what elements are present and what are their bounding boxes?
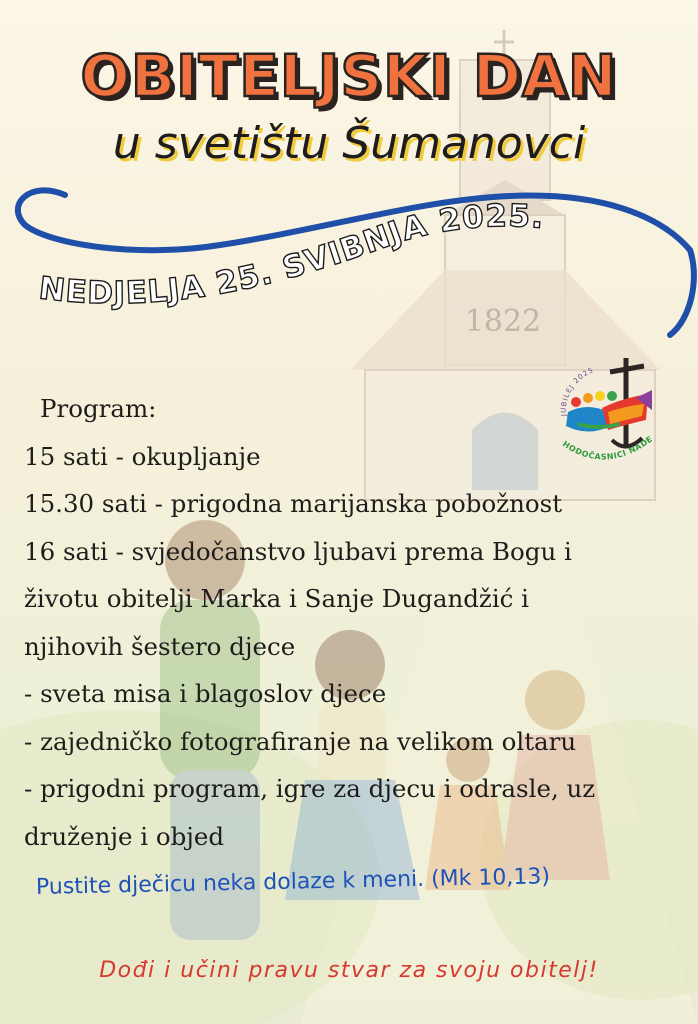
program-line: - zajedničko fotografiranje na velikom oltaru [24, 726, 577, 756]
program-line: 15.30 sati - prigodna marijanska pobožnost [24, 489, 563, 518]
program-line: 15 sati - okupljanje [24, 441, 261, 471]
program-line: - prigodni program, igre za djecu i odrasle, uz [24, 774, 596, 803]
program-section [24, 385, 684, 860]
event-title: OBITELJSKI DAN [80, 42, 618, 110]
event-subtitle: u svetištu Šumanovci [112, 118, 586, 169]
logo-caption: HODOČASNICI NADE [560, 434, 655, 462]
event-date: NEDJELJA 25. SVIBNJA 2025. [37, 198, 546, 312]
church-year: 1822 [464, 304, 542, 339]
program-heading: Program: [40, 394, 157, 423]
logo-cross-horizontal [610, 366, 644, 372]
program-line: njihovih šestero djece [24, 631, 296, 661]
date-banner [0, 180, 698, 350]
call-to-action: Dođi i učini pravu stvar za svoju obitelj! [99, 958, 599, 983]
program-line: 16 sati - svjedočanstvo ljubavi prema Bogu i [24, 536, 572, 566]
program-line: druženje i objed [24, 821, 225, 851]
bible-quote: Pustite dječicu neka dolaze k meni. (Mk 10,13) [35, 864, 551, 900]
logo-ring-text: JUBILEJ 2025 [559, 366, 596, 417]
program-line: životu obitelji Marka i Sanje Dugandžić i [24, 584, 530, 613]
program-line: - sveta misa i blagoslov djece [24, 679, 387, 708]
svg-text:NEDJELJA 25. SVIBNJA 2025. [37, 198, 546, 311]
